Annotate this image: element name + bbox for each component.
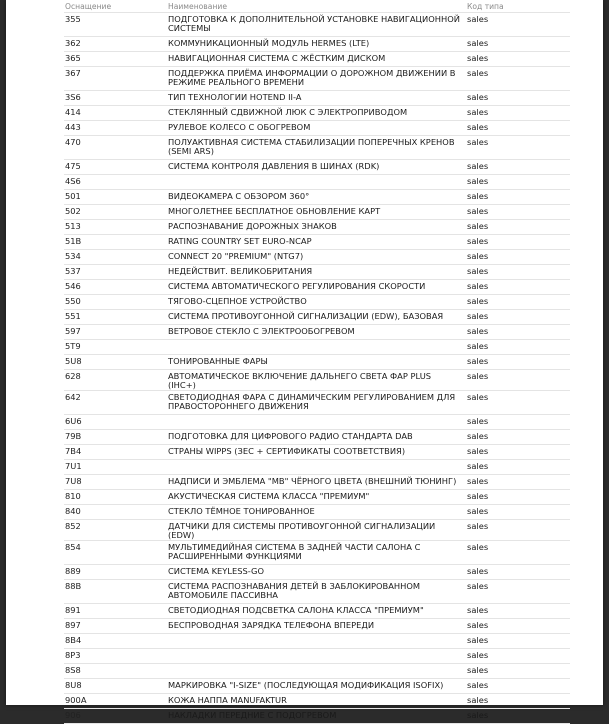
- cell-equipment-name: НАДПИСИ И ЭМБЛЕМА "MB" ЧЁРНОГО ЦВЕТА (ВНЕШНИЙ ТЮНИНГ): [167, 475, 466, 490]
- cell-type-code: sales: [466, 391, 570, 415]
- table-row: [64, 355, 570, 370]
- cell-type-code: sales: [466, 325, 570, 340]
- table-row: [64, 13, 570, 37]
- cell-type-code: sales: [466, 475, 570, 490]
- document-page: [6, 0, 603, 720]
- cell-equipment-code: 8S8: [64, 664, 167, 679]
- cell-equipment-name: ПОДГОТОВКА ДЛЯ ЦИФРОВОГО РАДИО СТАНДАРТА DAB: [167, 430, 466, 445]
- cell-equipment-name: НАВИГАЦИОННАЯ СИСТЕМА С ЖЁСТКИМ ДИСКОМ: [167, 52, 466, 67]
- cell-type-code: sales: [466, 541, 570, 565]
- table-row: [64, 175, 570, 190]
- cell-equipment-name: ТОНИРОВАННЫЕ ФАРЫ: [167, 355, 466, 370]
- cell-type-code: sales: [466, 37, 570, 52]
- cell-type-code: sales: [466, 175, 570, 190]
- cell-equipment-code: 5T9: [64, 340, 167, 355]
- table-row: [64, 205, 570, 220]
- table-row: [64, 67, 570, 91]
- table-row: [64, 445, 570, 460]
- column-header-equipment: Оснащение: [64, 0, 167, 13]
- cell-equipment-name: ПОДГОТОВКА К ДОПОЛНИТЕЛЬНОЙ УСТАНОВКЕ НАВИГАЦИОННОЙ СИСТЕМЫ: [167, 13, 466, 37]
- cell-type-code: sales: [466, 460, 570, 475]
- cell-equipment-code: 8B4: [64, 634, 167, 649]
- cell-type-code: sales: [466, 505, 570, 520]
- column-header-name: Наименование: [167, 0, 466, 13]
- cell-equipment-code: 906: [64, 709, 167, 724]
- cell-equipment-code: 475: [64, 160, 167, 175]
- cell-equipment-name: ТЯГОВО-СЦЕПНОЕ УСТРОЙСТВО: [167, 295, 466, 310]
- cell-equipment-code: 900A: [64, 694, 167, 709]
- cell-equipment-code: 897: [64, 619, 167, 634]
- table-row: [64, 91, 570, 106]
- cell-equipment-name: СИСТЕМА АВТОМАТИЧЕСКОГО РЕГУЛИРОВАНИЯ СКОРОСТИ: [167, 280, 466, 295]
- cell-equipment-name: РУЛЕВОЕ КОЛЕСО С ОБОГРЕВОМ: [167, 121, 466, 136]
- cell-equipment-name: МУЛЬТИМЕДИЙНАЯ СИСТЕМА В ЗАДНЕЙ ЧАСТИ САЛОНА С РАСШИРЕННЫМИ ФУНКЦИЯМИ: [167, 541, 466, 565]
- cell-equipment-code: 355: [64, 13, 167, 37]
- table-row: [64, 220, 570, 235]
- table-row: [64, 106, 570, 121]
- cell-type-code: sales: [466, 415, 570, 430]
- cell-type-code: sales: [466, 445, 570, 460]
- table-row: [64, 664, 570, 679]
- cell-type-code: sales: [466, 679, 570, 694]
- table-row: [64, 619, 570, 634]
- cell-equipment-code: 365: [64, 52, 167, 67]
- cell-equipment-name: СИСТЕМА ПРОТИВОУГОННОЙ СИГНАЛИЗАЦИИ (EDW), БАЗОВАЯ: [167, 310, 466, 325]
- cell-equipment-name: [167, 415, 466, 430]
- cell-equipment-name: RATING COUNTRY SET EURO-NCAP: [167, 235, 466, 250]
- cell-equipment-name: [167, 649, 466, 664]
- cell-type-code: sales: [466, 250, 570, 265]
- cell-equipment-name: СТРАНЫ WIPPS (ЗЕС + СЕРТИФИКАТЫ СООТВЕТСТВИЯ): [167, 445, 466, 460]
- cell-type-code: sales: [466, 136, 570, 160]
- table-row: [64, 190, 570, 205]
- cell-equipment-name: СВЕТОДИОДНАЯ ПОДСВЕТКА САЛОНА КЛАССА "ПРЕМИУМ": [167, 604, 466, 619]
- table-row: [64, 679, 570, 694]
- cell-equipment-code: 4S6: [64, 175, 167, 190]
- cell-equipment-code: 854: [64, 541, 167, 565]
- cell-type-code: sales: [466, 121, 570, 136]
- cell-equipment-code: 7B4: [64, 445, 167, 460]
- cell-type-code: sales: [466, 565, 570, 580]
- cell-equipment-name: АКУСТИЧЕСКАЯ СИСТЕМА КЛАССА "ПРЕМИУМ": [167, 490, 466, 505]
- cell-equipment-name: БЕСПРОВОДНАЯ ЗАРЯДКА ТЕЛЕФОНА ВПЕРЕДИ: [167, 619, 466, 634]
- cell-equipment-code: 7U8: [64, 475, 167, 490]
- cell-type-code: sales: [466, 67, 570, 91]
- equipment-table: [64, 0, 570, 724]
- table-row: [64, 235, 570, 250]
- cell-type-code: sales: [466, 604, 570, 619]
- cell-type-code: sales: [466, 520, 570, 541]
- cell-equipment-code: 628: [64, 370, 167, 391]
- cell-equipment-name: СВЕТОДИОДНАЯ ФАРА С ДИНАМИЧЕСКИМ РЕГУЛИРОВАНИЕМ ДЛЯ ПРАВОСТОРОННЕГО ДВИЖЕНИЯ: [167, 391, 466, 415]
- cell-equipment-name: СТЕКЛО ТЁМНОЕ ТОНИРОВАННОЕ: [167, 505, 466, 520]
- table-row: [64, 505, 570, 520]
- cell-type-code: sales: [466, 490, 570, 505]
- cell-equipment-name: [167, 460, 466, 475]
- cell-equipment-code: 550: [64, 295, 167, 310]
- cell-equipment-name: НАКЛАДКИ ПЕРЕДНИЕ С ПОДОГРЕВОМ: [167, 709, 466, 724]
- table-row: [64, 634, 570, 649]
- table-row: [64, 37, 570, 52]
- table-row: [64, 265, 570, 280]
- cell-equipment-code: 8U8: [64, 679, 167, 694]
- cell-equipment-code: 537: [64, 265, 167, 280]
- cell-equipment-name: [167, 175, 466, 190]
- cell-type-code: sales: [466, 280, 570, 295]
- cell-equipment-code: 88B: [64, 580, 167, 604]
- cell-type-code: sales: [466, 664, 570, 679]
- cell-equipment-code: 470: [64, 136, 167, 160]
- cell-equipment-code: 810: [64, 490, 167, 505]
- cell-type-code: sales: [466, 310, 570, 325]
- cell-equipment-code: 546: [64, 280, 167, 295]
- cell-equipment-name: [167, 340, 466, 355]
- table-row: [64, 520, 570, 541]
- cell-equipment-code: 6U6: [64, 415, 167, 430]
- cell-equipment-code: 5U8: [64, 355, 167, 370]
- cell-equipment-name: ПОЛУАКТИВНАЯ СИСТЕМА СТАБИЛИЗАЦИИ ПОПЕРЕЧНЫХ КРЕНОВ (SEMI ARS): [167, 136, 466, 160]
- cell-equipment-code: 502: [64, 205, 167, 220]
- cell-equipment-code: 513: [64, 220, 167, 235]
- cell-equipment-code: 414: [64, 106, 167, 121]
- cell-equipment-name: КОЖА НАППА MANUFAKTUR: [167, 694, 466, 709]
- cell-type-code: sales: [466, 619, 570, 634]
- cell-equipment-name: [167, 664, 466, 679]
- cell-type-code: sales: [466, 580, 570, 604]
- cell-equipment-code: 7U1: [64, 460, 167, 475]
- cell-equipment-name: СИСТЕМА KEYLESS-GO: [167, 565, 466, 580]
- cell-equipment-code: 79B: [64, 430, 167, 445]
- table-header-row: [64, 0, 570, 13]
- table-row: [64, 160, 570, 175]
- cell-equipment-name: ПОДДЕРЖКА ПРИЁМА ИНФОРМАЦИИ О ДОРОЖНОМ ДВИЖЕНИИ В РЕЖИМЕ РЕАЛЬНОГО ВРЕМЕНИ: [167, 67, 466, 91]
- cell-equipment-code: 443: [64, 121, 167, 136]
- cell-type-code: sales: [466, 265, 570, 280]
- cell-type-code: sales: [466, 634, 570, 649]
- cell-equipment-code: 3S6: [64, 91, 167, 106]
- table-row: [64, 136, 570, 160]
- cell-type-code: sales: [466, 694, 570, 709]
- cell-equipment-code: 362: [64, 37, 167, 52]
- cell-equipment-code: 889: [64, 565, 167, 580]
- cell-equipment-name: СТЕКЛЯННЫЙ СДВИЖНОЙ ЛЮК С ЭЛЕКТРОПРИВОДОМ: [167, 106, 466, 121]
- table-row: [64, 370, 570, 391]
- table-row: [64, 604, 570, 619]
- cell-equipment-name: СИСТЕМА КОНТРОЛЯ ДАВЛЕНИЯ В ШИНАХ (RDK): [167, 160, 466, 175]
- table-body: [64, 13, 570, 724]
- cell-type-code: sales: [466, 52, 570, 67]
- table-row: [64, 325, 570, 340]
- cell-equipment-code: 501: [64, 190, 167, 205]
- cell-equipment-name: ВЕТРОВОЕ СТЕКЛО С ЭЛЕКТРООБОГРЕВОМ: [167, 325, 466, 340]
- table-row: [64, 490, 570, 505]
- cell-type-code: sales: [466, 13, 570, 37]
- table-row: [64, 250, 570, 265]
- cell-type-code: sales: [466, 106, 570, 121]
- cell-type-code: sales: [466, 370, 570, 391]
- cell-equipment-name: КОММУНИКАЦИОННЫЙ МОДУЛЬ HERMES (LTE): [167, 37, 466, 52]
- column-header-type-code: Код типа: [466, 0, 570, 13]
- cell-equipment-name: CONNECT 20 "PREMIUM" (NTG7): [167, 250, 466, 265]
- cell-equipment-name: СИСТЕМА РАСПОЗНАВАНИЯ ДЕТЕЙ В ЗАБЛОКИРОВАННОМ АВТОМОБИЛЕ ПАССИВНА: [167, 580, 466, 604]
- cell-equipment-name: НЕДЕЙСТВИТ. ВЕЛИКОБРИТАНИЯ: [167, 265, 466, 280]
- table-row: [64, 310, 570, 325]
- cell-equipment-name: ТИП ТЕХНОЛОГИИ HOTEND II-A: [167, 91, 466, 106]
- cell-type-code: sales: [466, 340, 570, 355]
- table-row: [64, 709, 570, 724]
- cell-equipment-name: ДАТЧИКИ ДЛЯ СИСТЕМЫ ПРОТИВОУГОННОЙ СИГНАЛИЗАЦИИ (EDW): [167, 520, 466, 541]
- table-row: [64, 475, 570, 490]
- table-row: [64, 52, 570, 67]
- cell-type-code: sales: [466, 205, 570, 220]
- cell-equipment-code: 8P3: [64, 649, 167, 664]
- table-row: [64, 565, 570, 580]
- cell-equipment-code: 551: [64, 310, 167, 325]
- cell-equipment-name: МАРКИРОВКА "I-SIZE" (ПОСЛЕДУЮЩАЯ МОДИФИКАЦИЯ ISOFIX): [167, 679, 466, 694]
- table-row: [64, 541, 570, 565]
- table-row: [64, 340, 570, 355]
- cell-type-code: sales: [466, 355, 570, 370]
- cell-type-code: sales: [466, 709, 570, 724]
- cell-equipment-code: 534: [64, 250, 167, 265]
- cell-type-code: sales: [466, 190, 570, 205]
- cell-equipment-code: 840: [64, 505, 167, 520]
- table-row: [64, 649, 570, 664]
- cell-equipment-code: 891: [64, 604, 167, 619]
- cell-type-code: sales: [466, 91, 570, 106]
- cell-equipment-code: 852: [64, 520, 167, 541]
- table-row: [64, 295, 570, 310]
- table-row: [64, 580, 570, 604]
- cell-type-code: sales: [466, 160, 570, 175]
- table-row: [64, 430, 570, 445]
- table-row: [64, 121, 570, 136]
- table-row: [64, 694, 570, 709]
- cell-type-code: sales: [466, 649, 570, 664]
- table-row: [64, 280, 570, 295]
- cell-equipment-code: 642: [64, 391, 167, 415]
- cell-equipment-code: 51B: [64, 235, 167, 250]
- cell-equipment-name: АВТОМАТИЧЕСКОЕ ВКЛЮЧЕНИЕ ДАЛЬНЕГО СВЕТА ФАР PLUS (IHC+): [167, 370, 466, 391]
- cell-equipment-name: РАСПОЗНАВАНИЕ ДОРОЖНЫХ ЗНАКОВ: [167, 220, 466, 235]
- table-row: [64, 415, 570, 430]
- cell-type-code: sales: [466, 220, 570, 235]
- cell-equipment-name: ВИДЕОКАМЕРА С ОБЗОРОМ 360°: [167, 190, 466, 205]
- cell-type-code: sales: [466, 235, 570, 250]
- cell-type-code: sales: [466, 295, 570, 310]
- cell-type-code: sales: [466, 430, 570, 445]
- table-row: [64, 391, 570, 415]
- cell-equipment-name: [167, 634, 466, 649]
- cell-equipment-name: МНОГОЛЕТНЕЕ БЕСПЛАТНОЕ ОБНОВЛЕНИЕ КАРТ: [167, 205, 466, 220]
- table-row: [64, 460, 570, 475]
- cell-equipment-code: 597: [64, 325, 167, 340]
- cell-equipment-code: 367: [64, 67, 167, 91]
